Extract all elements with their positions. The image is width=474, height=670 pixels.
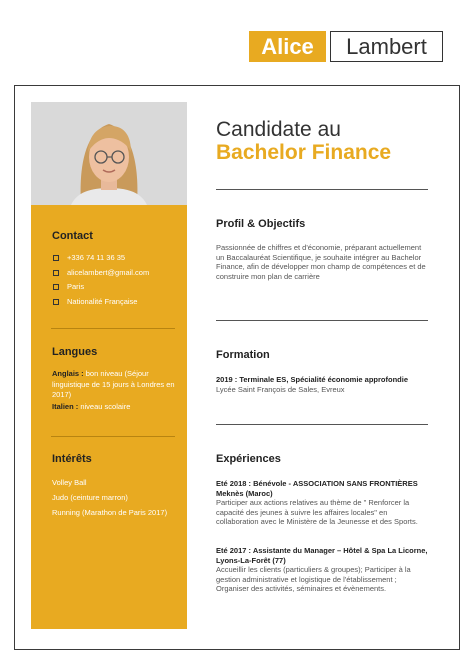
last-name: Lambert <box>330 31 443 62</box>
title-line-2: Bachelor Finance <box>216 141 392 164</box>
title-line-1: Candidate au <box>216 118 341 141</box>
experience-title: Eté 2017 : Assistante du Manager – Hôtel & Spa La Licorne, Lyons-La-Forêt (77) <box>216 546 428 565</box>
language-item: Anglais : bon niveau (Séjour linguistique de 15 jours à Londres en 2017) <box>52 369 175 399</box>
bullet-icon <box>53 284 59 290</box>
sidebar-divider <box>51 436 175 437</box>
formation-place: Lycée Saint François de Sales, Evreux <box>216 385 345 394</box>
section-divider <box>216 424 428 425</box>
contact-list <box>53 251 149 309</box>
contact-email: alicelambert@gmail.com <box>53 266 149 281</box>
sidebar-divider <box>51 328 175 329</box>
langues-heading: Langues <box>52 346 98 358</box>
interets-heading: Intérêts <box>52 453 92 465</box>
contact-city: Paris <box>53 280 149 295</box>
experiences-heading: Expériences <box>216 453 281 465</box>
contact-nationality: Nationalité Française <box>53 295 149 310</box>
experience-item <box>216 479 428 527</box>
profile-photo <box>31 102 187 205</box>
interests-list <box>52 475 167 520</box>
section-divider <box>216 189 428 190</box>
first-name: Alice <box>249 31 326 62</box>
contact-phone: +336 74 11 36 35 <box>53 251 149 266</box>
experience-text: Participer aux actions relatives au thème de " Renforcer la capacité des jeunes à suivre les affaires locales" en collaboration avec le Ministère de la Jeunesse et des Sports. <box>216 498 418 526</box>
language-item: Italien : niveau scolaire <box>52 402 131 411</box>
interest-item: Running (Marathon de Paris 2017) <box>52 508 168 517</box>
portrait-illustration <box>31 102 187 205</box>
section-divider <box>216 320 428 321</box>
bullet-icon <box>53 270 59 276</box>
experience-text: Accueillir les clients (particuliers & groupes); Participer à la gestion administrative et logistique de l'établissement ; Organiser des activités, séminaires et évènements. <box>216 565 411 593</box>
bullet-icon <box>53 299 59 305</box>
formation-heading: Formation <box>216 349 270 361</box>
profil-text: Passionnée de chiffres et d'économie, préparant actuellement un Baccalauréat Scientifique, je souhaite intégrer au Bachelor Finance, afin de développer mon champ de compétences et de construire mon plan de carrière <box>216 243 426 281</box>
interest-item: Volley Ball <box>52 478 87 487</box>
contact-heading: Contact <box>52 230 93 242</box>
interest-item: Judo (ceinture marron) <box>52 493 128 502</box>
profil-heading: Profil & Objectifs <box>216 218 306 230</box>
experience-item <box>216 546 428 594</box>
experience-title: Eté 2018 : Bénévole - ASSOCIATION SANS FRONTIÈRES Meknès (Maroc) <box>216 479 418 498</box>
sidebar <box>31 205 187 629</box>
formation-title: 2019 : Terminale ES, Spécialité économie approfondie <box>216 375 409 384</box>
bullet-icon <box>53 255 59 261</box>
